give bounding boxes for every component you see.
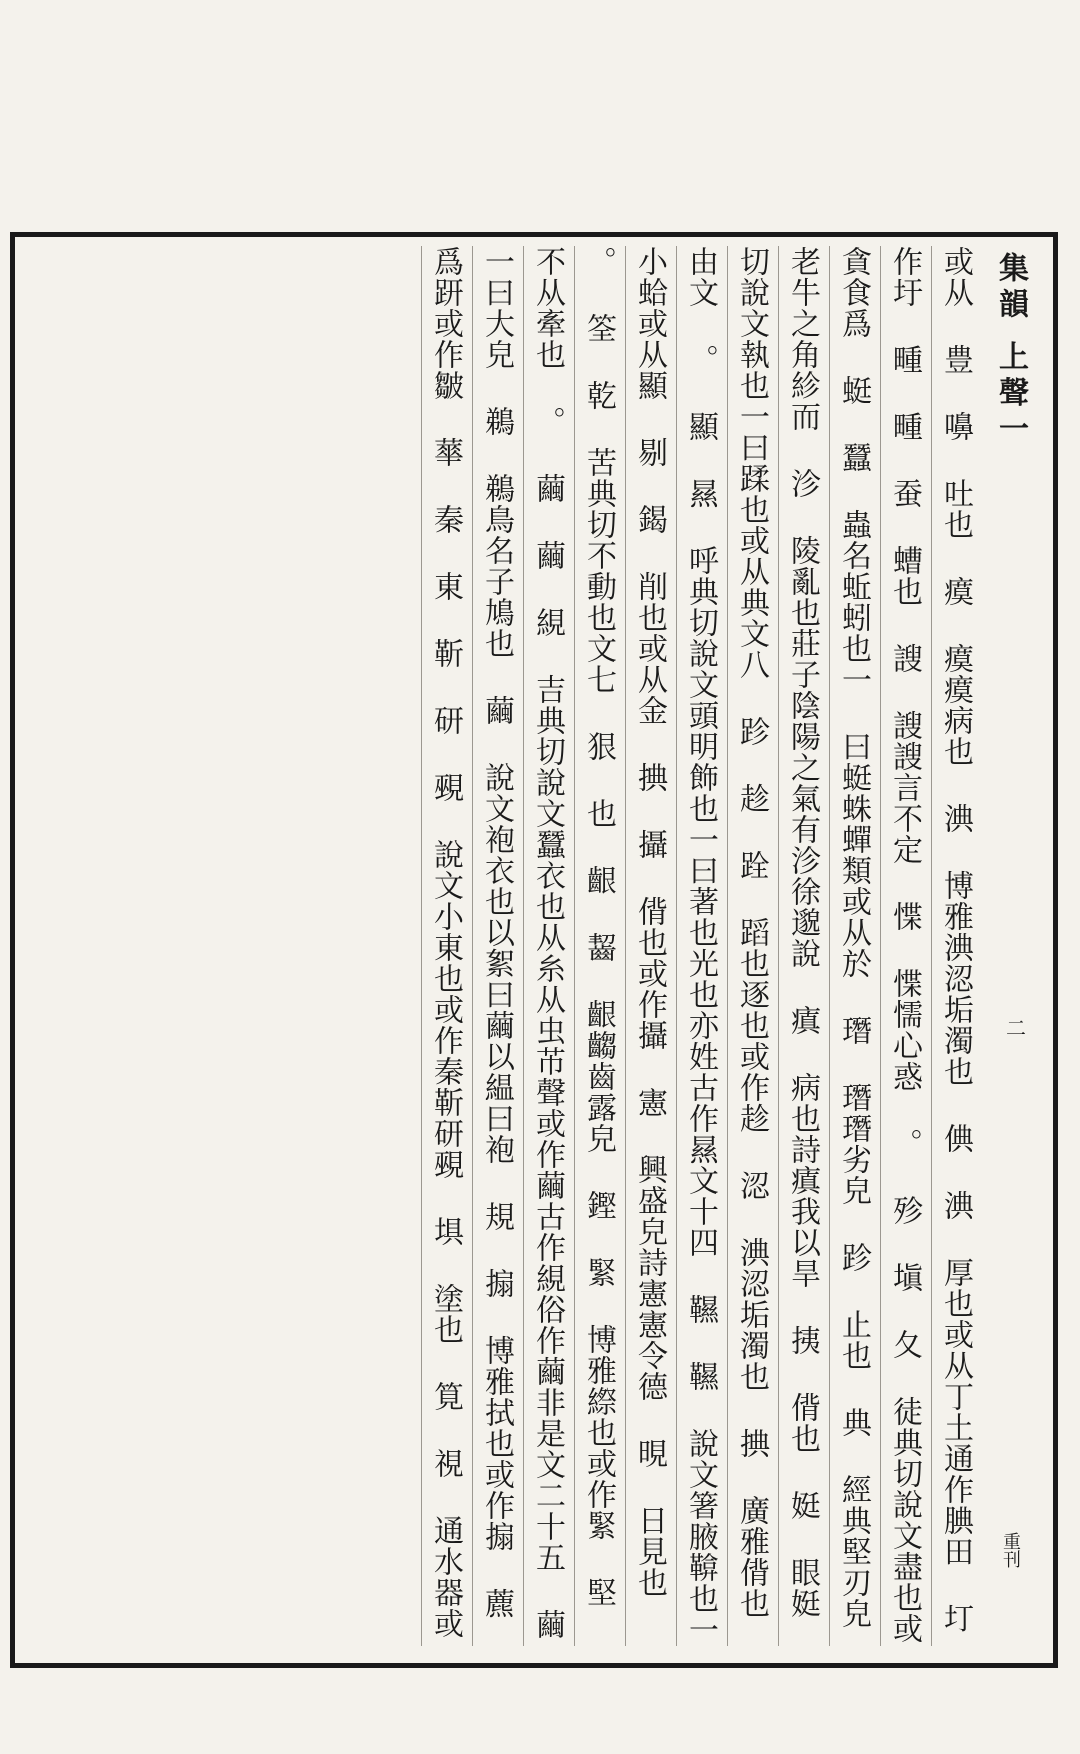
- folio-mark: 重刊: [1000, 1532, 1021, 1568]
- leaf-number: 二: [1006, 1016, 1026, 1040]
- text-column-11: 爲趼或作皺 蕐 秦 東 靳 研 覡 說文小東也或作秦靳研覡 埧 塗也 筧 視 通水器或: [421, 246, 468, 1646]
- text-column-4: 老牛之角紾而 沴 陵亂也莊子陰陽之氣有沴徐邈說 瘨 病也詩瘨我以旱 挗 偝也 娗 眼娗: [778, 246, 825, 1646]
- text-column-9: 不从牽也 。 繭 繭 絸 吉典切說文蠶衣也从糸从虫芇聲或作繭古作絸俗作繭非是文二十五 繭: [523, 246, 570, 1646]
- text-column-10: 一曰大皃 鵜 鵜鳥名子鳩也 繭 說文袍衣也以絮曰繭以緼曰袍 規 搧 博雅拭也或作搧 藨: [472, 246, 519, 1646]
- page-header-column: [980, 252, 1040, 1632]
- text-column-5: 切說文執也一曰蹂也或从典文八 跈 趁 跧 蹈也逐也或作趁 涊 淟涊垢濁也 捵 廣雅偝也: [727, 246, 774, 1646]
- text-column-6: 由文 。 顯 㬎 呼典切說文頭明飾也一曰著也光也亦姓古作㬎文十四 韅 韅 說文箸腋鞥也一: [676, 246, 723, 1646]
- text-column-3: 貪食爲 蜓 蠶 蟲名蚯蚓也一 曰蜓蛛蟬類或从於 㻸 㻸㻸劣皃 跈 止也 典 經典堅刃皃: [829, 246, 876, 1646]
- text-column-1: 或从 豊 嚊 吐也 瘼 瘼瘼病也 淟 博雅淟涊垢濁也 倎 淟 厚也或从丁土通作腆田 圢: [931, 246, 978, 1646]
- text-column-7: 小蛤或从顯 剔 鍻 削也或从金 捵 攝 偝也或作攝 憲 興盛皃詩憲憲令德 晛 日見也: [625, 246, 672, 1646]
- main-text-block: [26, 246, 978, 1646]
- book-title: 集韻 上聲一: [993, 252, 1028, 449]
- text-column-8: 。 筌 乾 苦典切不動也文七 狠 也 齦 齧 齦齺齒露皃 鏗 緊 博雅縩也或作緊 堅: [574, 246, 621, 1646]
- text-column-2: 作圩 畽 畽 蚕 螬也 謏 謏謏言不定 惵 惵懦心惑 。 殄 塡 夂 徒典切說文盡也或: [880, 246, 927, 1646]
